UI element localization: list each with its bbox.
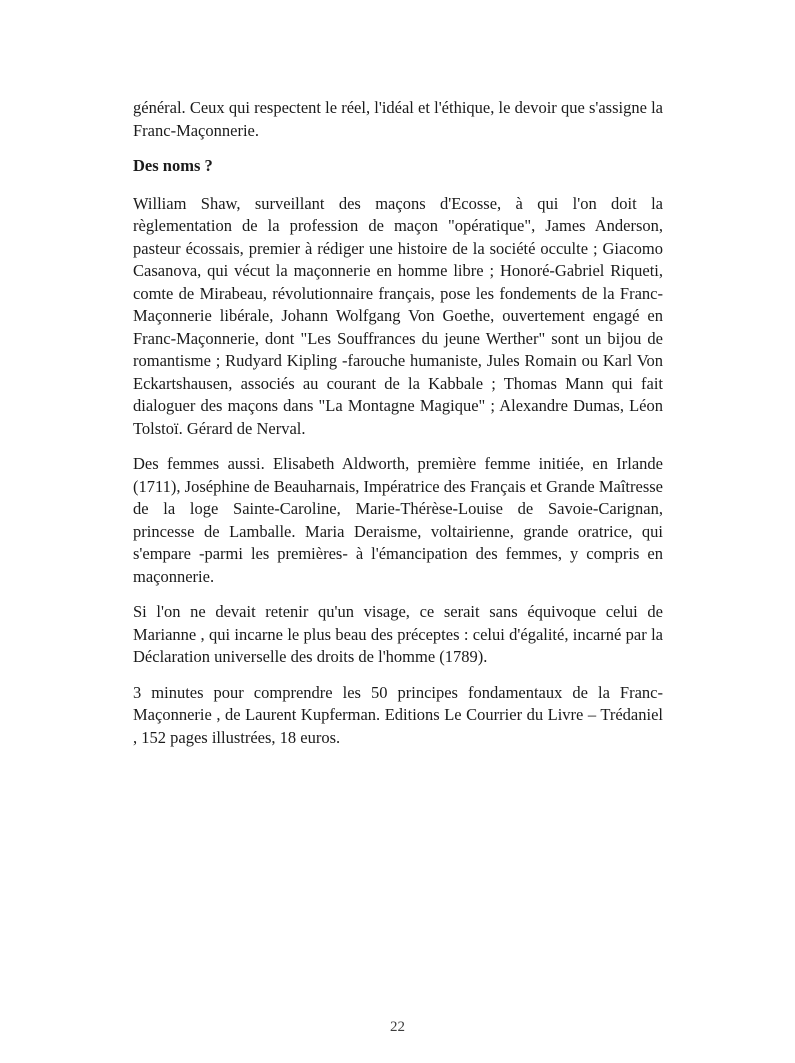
section-heading: Des noms ?: [133, 156, 213, 175]
page-number: 22: [390, 1019, 405, 1035]
paragraph-livre: 3 minutes pour comprendre les 50 principes fondamentaux de la Franc-Maçonnerie , de Laurent Kupferman. Editions Le Courrier du Livre – Trédaniel , 152 pages illustrées, 18 euros.: [133, 682, 663, 747]
paragraph-names: William Shaw, surveillant des maçons d'Ecosse, à qui l'on doit la règlementation de la profession de maçon "opératique", James Anderson, pasteur écossais, premier à rédiger une histoire de la société occulte ; Giacomo Casanova, qui vécut la maçonnerie en homme libre ; Honoré-Gabriel Riqueti, comte de Mirabeau, révolutionnaire français, pose les fondements de la Franc-Maçonnerie libérale, Johann Wolfgang Von Goethe, ouvertement engagé en Franc-Maçonnerie, dont "Les Souffrances du jeune Werther" sont un bijou de romantisme ; Rudyard Kipling -farouche humaniste, Jules Romain ou Karl Von Eckartshausen, associés au courant de la Kabbale ; Thomas Mann qui fait dialoguer des maçons dans "La Montagne Magique" ; Alexandre Dumas, Léon Tolstoï. Gérard de Nerval.: [133, 193, 663, 438]
paragraph-intro: général. Ceux qui respectent le réel, l'idéal et l'éthique, le devoir que s'assigne la Franc-Maçonnerie.: [133, 98, 663, 140]
paragraph-marianne: Si l'on ne devait retenir qu'un visage, ce serait sans équivoque celui de Marianne , qui incarne le plus beau des préceptes : celui d'égalité, incarné par la Déclaration universelle des droits de l'homme (1789).: [133, 602, 663, 666]
paragraph-femmes: Des femmes aussi. Elisabeth Aldworth, première femme initiée, en Irlande (1711), Joséphine de Beauharnais, Impératrice des Français et Grande Maîtresse de la loge Sainte-Caroline, Marie-Thérèse-Louise de Savoie-Carignan, princesse de Lamballe. Maria Deraisme, voltairienne, grande oratrice, qui s'empare -parmi les premières- à l'émancipation des femmes, y compris en maçonnerie.: [133, 454, 663, 586]
